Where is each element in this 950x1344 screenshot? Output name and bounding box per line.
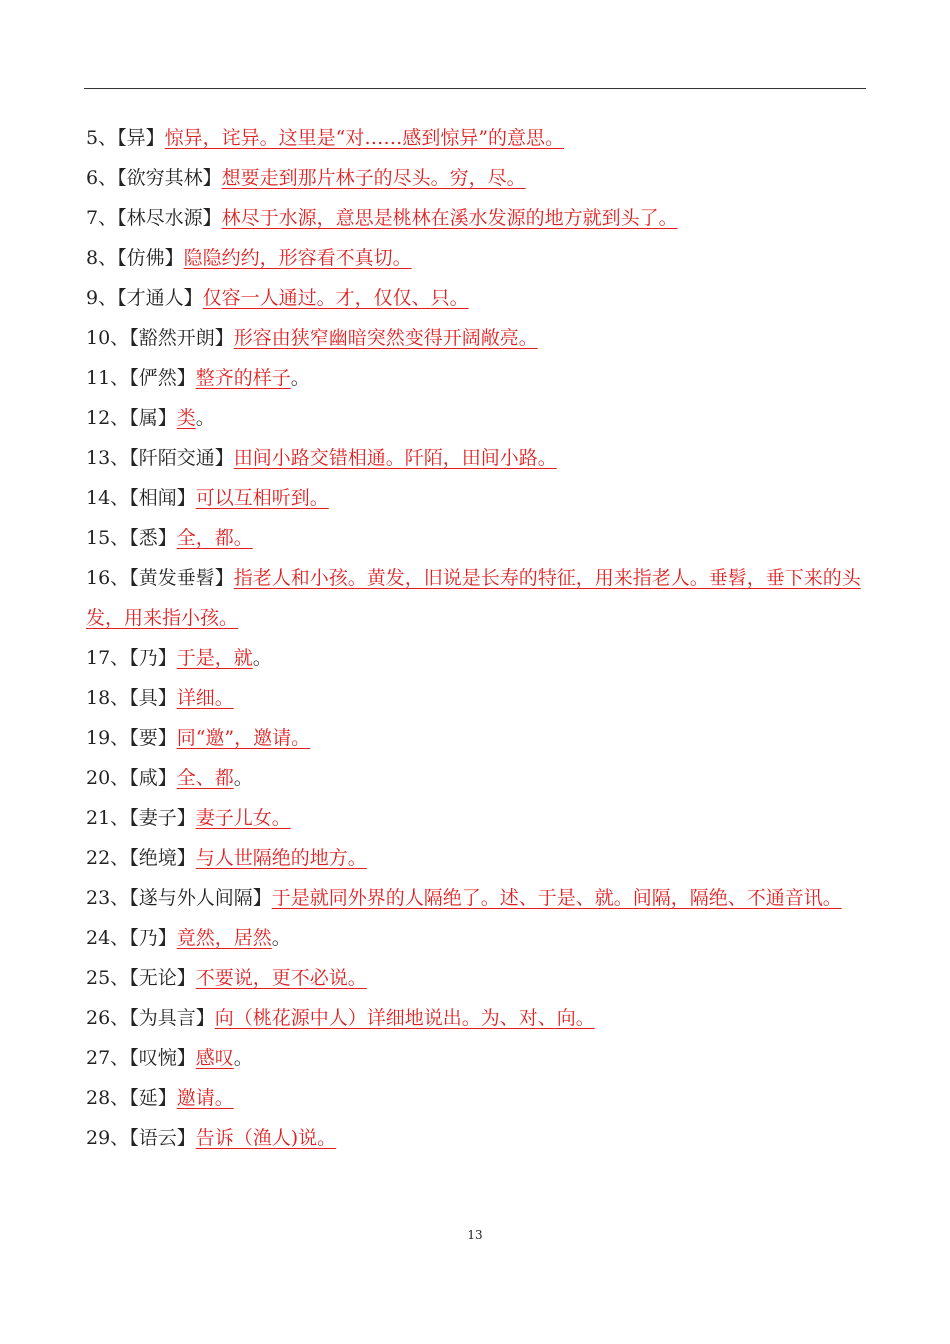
entry-explanation: 全、都 [176,767,234,789]
glossary-list [86,118,868,1158]
entry-term: 【叹惋】 [129,1047,196,1069]
entry-term: 【属】 [129,407,177,429]
entry-tail-punctuation: 。 [195,407,215,429]
entry-number: 19、 [86,727,130,749]
entry-term: 【要】 [129,727,177,749]
entry-number: 8、 [86,247,118,269]
entry-explanation: 不要说，更不必说。 [195,967,367,989]
entry-term: 【黄发垂髫】 [129,567,234,589]
entry-tail-punctuation: 。 [271,927,291,949]
entry-explanation: 林尽于水源，意思是桃林在溪水发源的地方就到头了。 [221,207,678,229]
entry-number: 28、 [86,1087,130,1109]
entry-number: 14、 [86,487,130,509]
glossary-entry [86,958,868,998]
glossary-entry [86,478,868,518]
entry-explanation: 与人世隔绝的地方。 [195,847,367,869]
entry-term: 【仿佛】 [117,247,184,269]
entry-term: 【语云】 [129,1127,196,1149]
glossary-entry [86,1118,868,1158]
entry-explanation: 仅容一人通过。才，仅仅、只。 [202,287,469,309]
glossary-entry [86,398,868,438]
entry-number: 20、 [86,767,130,789]
entry-explanation: 妻子儿女。 [195,807,291,829]
header-rule [84,88,866,89]
glossary-entry [86,438,868,478]
entry-term: 【欲穷其林】 [117,167,222,189]
entry-term: 【才通人】 [117,287,203,309]
entry-explanation: 于是，就 [176,647,253,669]
entry-explanation: 邀请。 [176,1087,234,1109]
entry-explanation: 惊异，诧异。这里是“对……感到惊异”的意思。 [164,127,565,149]
entry-number: 18、 [86,687,130,709]
glossary-entry [86,198,868,238]
glossary-entry [86,1078,868,1118]
entry-explanation: 感叹 [195,1047,234,1069]
entry-number: 17、 [86,647,130,669]
entry-number: 5、 [86,127,118,149]
entry-number: 15、 [86,527,130,549]
entry-term: 【相闻】 [129,487,196,509]
glossary-entry [86,838,868,878]
entry-number: 11、 [86,367,130,389]
glossary-entry [86,278,868,318]
entry-term: 【妻子】 [129,807,196,829]
entry-term: 【阡陌交通】 [129,447,234,469]
entry-number: 26、 [86,1007,130,1029]
entry-term: 【延】 [129,1087,177,1109]
glossary-entry [86,638,868,678]
glossary-entry [86,1038,868,1078]
entry-term: 【乃】 [129,647,177,669]
entry-number: 13、 [86,447,130,469]
entry-number: 9、 [86,287,118,309]
entry-explanation: 于是就同外界的人隔绝了。述、于是、就。间隔，隔绝、不通音讯。 [271,887,842,909]
entry-term: 【遂与外人间隔】 [129,887,272,909]
glossary-entry [86,878,868,918]
glossary-entry [86,558,868,638]
entry-explanation: 隐隐约约，形容看不真切。 [183,247,412,269]
entry-number: 12、 [86,407,130,429]
entry-explanation: 详细。 [176,687,234,709]
glossary-entry [86,118,868,158]
entry-term: 【悉】 [129,527,177,549]
glossary-entry [86,798,868,838]
glossary-entry [86,998,868,1038]
entry-explanation: 想要走到那片林子的尽头。穷，尽。 [221,167,526,189]
glossary-entry [86,518,868,558]
page-number: 13 [467,1228,483,1242]
entry-term: 【具】 [129,687,177,709]
entry-term: 【无论】 [129,967,196,989]
entry-explanation: 同“邀”，邀请。 [176,727,311,749]
entry-number: 29、 [86,1127,130,1149]
glossary-entry [86,678,868,718]
glossary-entry [86,238,868,278]
entry-tail-punctuation: 。 [252,647,272,669]
entry-number: 6、 [86,167,118,189]
entry-term: 【乃】 [129,927,177,949]
entry-explanation: 类 [176,407,196,429]
entry-term: 【俨然】 [129,367,196,389]
entry-number: 23、 [86,887,130,909]
entry-term: 【绝境】 [129,847,196,869]
entry-number: 24、 [86,927,130,949]
entry-number: 10、 [86,327,130,349]
entry-tail-punctuation: 。 [233,767,253,789]
glossary-entry [86,718,868,758]
entry-explanation: 向（桃花源中人）详细地说出。为、对、向。 [214,1007,595,1029]
glossary-entry [86,318,868,358]
entry-explanation: 田间小路交错相通。阡陌，田间小路。 [233,447,557,469]
entry-explanation: 指老人和小孩。黄发，旧说是长寿的特征，用来指老人。垂髫，垂下来的头发，用来指小孩。 [86,567,861,629]
entry-explanation: 整齐的样子 [195,367,291,389]
glossary-entry [86,918,868,958]
entry-number: 7、 [86,207,118,229]
entry-term: 【豁然开朗】 [129,327,234,349]
glossary-entry [86,758,868,798]
entry-number: 16、 [86,567,130,589]
entry-explanation: 形容由狭窄幽暗突然变得开阔敞亮。 [233,327,538,349]
entry-tail-punctuation: 。 [290,367,310,389]
entry-number: 27、 [86,1047,130,1069]
entry-explanation: 可以互相听到。 [195,487,329,509]
glossary-entry [86,158,868,198]
entry-explanation: 竟然，居然 [176,927,272,949]
glossary-entry [86,358,868,398]
entry-number: 22、 [86,847,130,869]
entry-number: 21、 [86,807,130,829]
entry-explanation: 告诉（渔人)说。 [195,1127,337,1149]
entry-term: 【异】 [117,127,165,149]
entry-explanation: 全，都。 [176,527,253,549]
entry-term: 【为具言】 [129,1007,215,1029]
entry-term: 【林尽水源】 [117,207,222,229]
entry-number: 25、 [86,967,130,989]
entry-tail-punctuation: 。 [233,1047,253,1069]
entry-term: 【咸】 [129,767,177,789]
